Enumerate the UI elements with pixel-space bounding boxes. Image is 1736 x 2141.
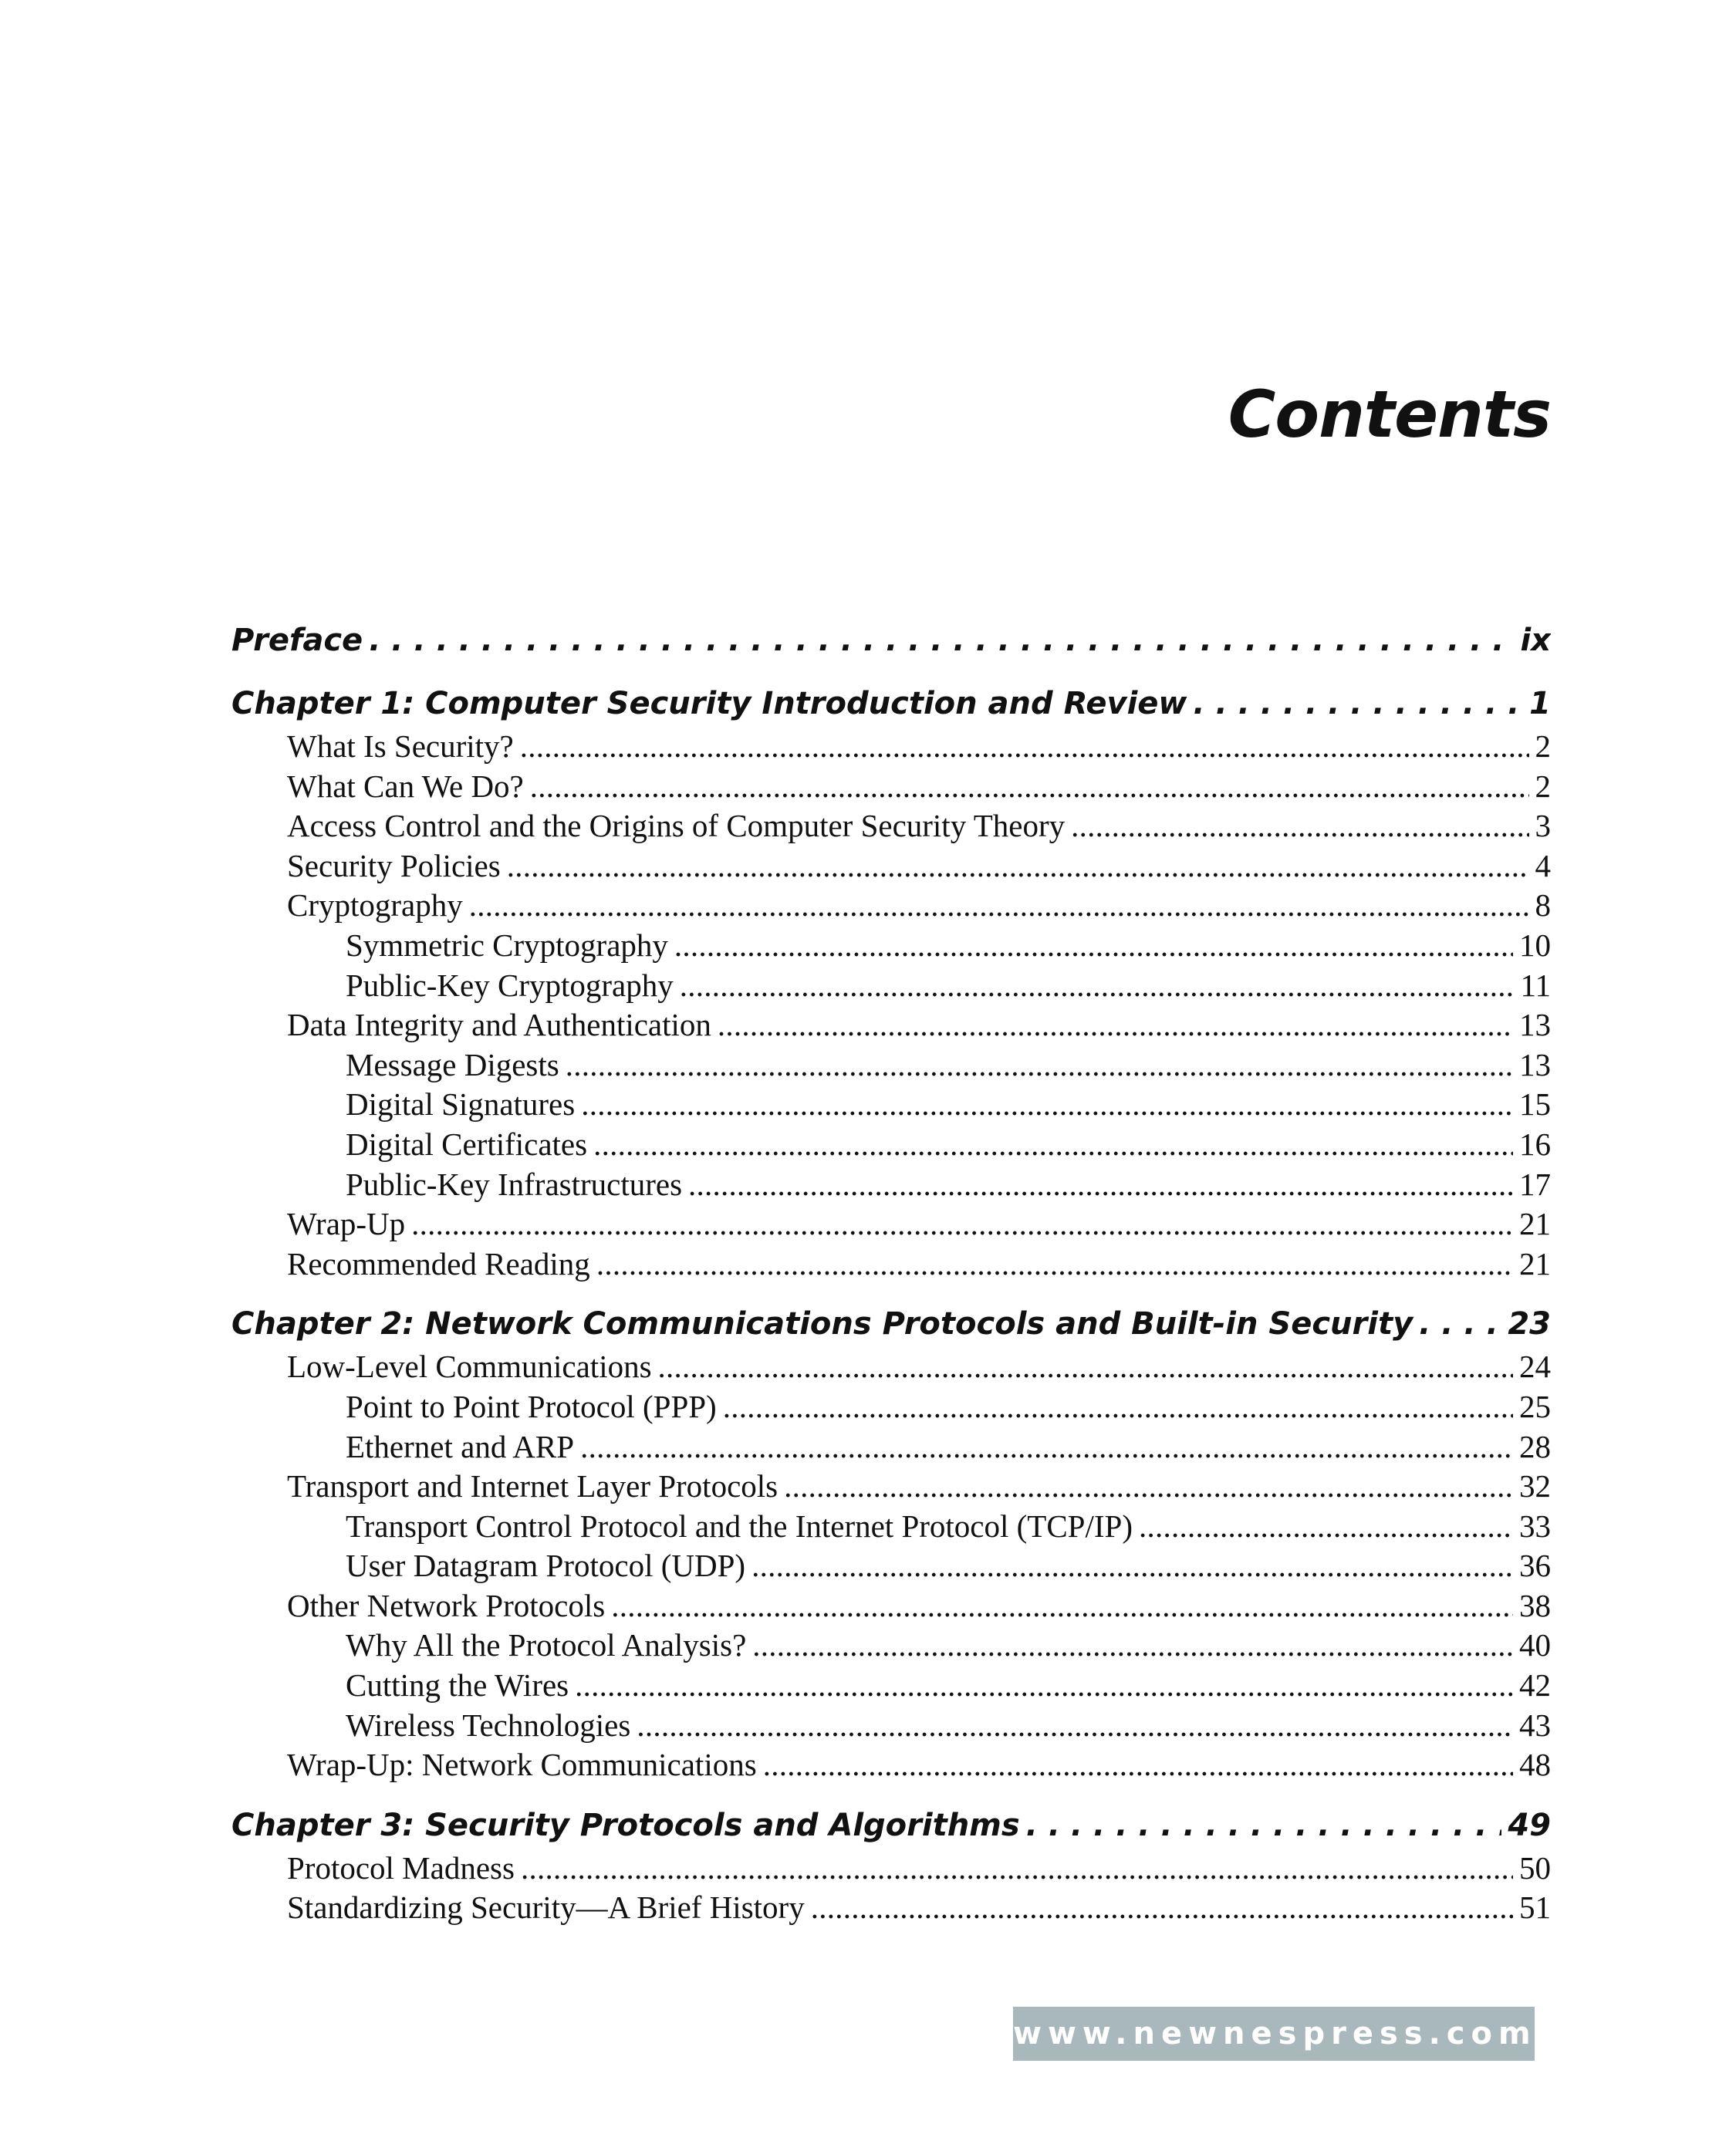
toc-section-entry: [231, 1706, 1551, 1746]
toc-section-entry: [231, 1244, 1551, 1285]
toc-section-entry: [231, 1666, 1551, 1706]
toc-entry-page: 13: [1519, 1046, 1551, 1082]
toc-entry-title: Message Digests: [346, 1046, 559, 1082]
toc-entry-page: 23: [1508, 1306, 1551, 1342]
dot-leader: [680, 966, 1515, 1006]
toc-entry-page: 38: [1519, 1587, 1551, 1623]
dot-leader: [521, 1849, 1513, 1889]
toc-section-entry: [231, 1745, 1551, 1785]
dot-leader: [530, 767, 1529, 807]
toc-entry-page: 2: [1535, 768, 1551, 804]
toc-section-entry: [231, 1085, 1551, 1125]
dot-leader: [593, 1125, 1513, 1165]
toc-section-entry: [231, 1204, 1551, 1244]
toc-chapter-entry: [231, 680, 1551, 727]
toc-entry-title: Chapter 1: Computer Security Introduction and Review: [231, 686, 1187, 721]
toc-section-entry: [231, 1347, 1551, 1387]
dot-leader: [566, 1045, 1513, 1086]
toc-entry-page: 13: [1519, 1007, 1551, 1043]
dot-leader: [658, 1347, 1513, 1387]
toc-chapter-entry: [231, 1301, 1551, 1347]
toc-entry-title: Cryptography: [287, 887, 463, 924]
toc-entry-title: Low-Level Communications: [287, 1349, 652, 1385]
toc-entry-title: Standardizing Security—A Brief History: [287, 1889, 805, 1926]
toc-entry-page: 3: [1535, 808, 1551, 844]
toc-section-entry: [231, 966, 1551, 1006]
toc-entry-title: Cutting the Wires: [346, 1667, 569, 1704]
toc-entry-page: 21: [1519, 1206, 1551, 1242]
toc-entry-title: Wrap-Up: [287, 1206, 406, 1242]
dot-leader: [1026, 1802, 1502, 1849]
toc-entry-title: Transport Control Protocol and the Internet Protocol (TCP/IP): [346, 1508, 1133, 1544]
toc-section-entry: [231, 1546, 1551, 1586]
toc-section-entry: [231, 1849, 1551, 1889]
toc-entry-page: 10: [1519, 927, 1551, 963]
toc-entry-title: Ethernet and ARP: [346, 1428, 575, 1464]
toc-entry-page: 36: [1519, 1548, 1551, 1584]
dot-leader: [751, 1546, 1513, 1586]
dot-leader: [723, 1387, 1513, 1427]
dot-leader: [688, 1165, 1513, 1205]
dot-leader: [520, 727, 1529, 767]
table-of-contents: [231, 617, 1551, 1928]
dot-leader: [637, 1706, 1513, 1746]
dot-leader: [575, 1666, 1513, 1706]
toc-entry-page: 21: [1519, 1245, 1551, 1282]
toc-entry-page: 48: [1519, 1747, 1551, 1783]
publisher-url-banner: www.newnespress.com: [1013, 2007, 1535, 2061]
toc-entry-page: 8: [1535, 887, 1551, 924]
toc-section-entry: [231, 846, 1551, 886]
dot-leader: [752, 1626, 1513, 1666]
toc-entry-title: Point to Point Protocol (PPP): [346, 1388, 717, 1424]
dot-leader: [811, 1888, 1513, 1928]
toc-entry-title: Wireless Technologies: [346, 1707, 631, 1743]
toc-entry-page: 4: [1535, 847, 1551, 883]
toc-entry-page: 32: [1519, 1468, 1551, 1504]
dot-leader: [596, 1244, 1513, 1285]
toc-entry-title: Digital Certificates: [346, 1126, 588, 1162]
toc-entry-page: 24: [1519, 1349, 1551, 1385]
toc-entry-title: User Datagram Protocol (UDP): [346, 1548, 746, 1584]
toc-entry-title: Protocol Madness: [287, 1849, 515, 1886]
dot-leader: [611, 1586, 1513, 1626]
toc-section-entry: [231, 727, 1551, 767]
toc-entry-page: 43: [1519, 1707, 1551, 1743]
toc-entry-title: Public-Key Infrastructures: [346, 1166, 683, 1202]
dot-leader: [763, 1745, 1513, 1785]
toc-entry-page: 16: [1519, 1126, 1551, 1162]
toc-section-entry: [231, 926, 1551, 966]
toc-section-entry: [231, 1387, 1551, 1427]
toc-entry-page: 49: [1508, 1807, 1551, 1843]
toc-entry-page: 11: [1520, 967, 1551, 1003]
dot-leader: [580, 1427, 1513, 1467]
toc-entry-page: 33: [1519, 1508, 1551, 1544]
toc-entry-title: Why All the Protocol Analysis?: [346, 1627, 747, 1663]
toc-entry-page: 51: [1519, 1889, 1551, 1926]
dot-leader: [1193, 680, 1523, 727]
toc-entry-page: 28: [1519, 1428, 1551, 1464]
page-title: Contents: [1228, 377, 1551, 452]
toc-chapter-entry: [231, 1802, 1551, 1849]
toc-section-entry: [231, 1626, 1551, 1666]
toc-entry-title: Security Policies: [287, 847, 501, 883]
toc-section-entry: [231, 1005, 1551, 1045]
dot-leader: [411, 1204, 1513, 1244]
toc-entry-title: Data Integrity and Authentication: [287, 1007, 711, 1043]
dot-leader: [581, 1085, 1513, 1125]
dot-leader: [784, 1467, 1513, 1507]
toc-entry-title: Transport and Internet Layer Protocols: [287, 1468, 778, 1504]
dot-leader: [1071, 806, 1528, 846]
toc-entry-title: Chapter 2: Network Communications Protocols and Built-in Security: [231, 1306, 1413, 1342]
toc-entry-title: Symmetric Cryptography: [346, 927, 668, 963]
toc-section-entry: [231, 1888, 1551, 1928]
toc-section-entry: [231, 1507, 1551, 1547]
toc-chapter-entry: [231, 617, 1551, 664]
dot-leader: [674, 926, 1513, 966]
toc-entry-title: Recommended Reading: [287, 1245, 590, 1282]
toc-section-entry: [231, 1125, 1551, 1165]
dot-leader: [469, 886, 1529, 926]
toc-section-entry: [231, 1467, 1551, 1507]
toc-entry-title: Other Network Protocols: [287, 1587, 606, 1623]
toc-entry-title: Access Control and the Origins of Computer Security Theory: [287, 808, 1066, 844]
toc-section-entry: [231, 886, 1551, 926]
toc-entry-page: 25: [1519, 1388, 1551, 1424]
dot-leader: [718, 1005, 1513, 1045]
dot-leader: [1139, 1507, 1513, 1547]
toc-entry-title: What Is Security?: [287, 728, 514, 764]
dot-leader: [1419, 1301, 1501, 1347]
toc-section-entry: [231, 767, 1551, 807]
toc-entry-title: Digital Signatures: [346, 1086, 576, 1123]
toc-section-entry: [231, 806, 1551, 846]
toc-entry-title: What Can We Do?: [287, 768, 524, 804]
toc-entry-page: 15: [1519, 1086, 1551, 1123]
toc-entry-page: 50: [1519, 1849, 1551, 1886]
toc-entry-page: ix: [1520, 623, 1551, 658]
toc-entry-title: Wrap-Up: Network Communications: [287, 1747, 757, 1783]
dot-leader: [507, 846, 1529, 886]
toc-entry-page: 40: [1519, 1627, 1551, 1663]
toc-entry-title: Chapter 3: Security Protocols and Algorithms: [231, 1807, 1020, 1843]
toc-section-entry: [231, 1427, 1551, 1467]
toc-section-entry: [231, 1045, 1551, 1086]
toc-section-entry: [231, 1586, 1551, 1626]
toc-entry-page: 2: [1535, 728, 1551, 764]
toc-entry-page: 17: [1519, 1166, 1551, 1202]
toc-entry-page: 1: [1529, 686, 1551, 721]
toc-entry-title: Preface: [231, 623, 363, 658]
dot-leader: [369, 617, 1514, 664]
toc-section-entry: [231, 1165, 1551, 1205]
toc-entry-title: Public-Key Cryptography: [346, 967, 674, 1003]
toc-entry-page: 42: [1519, 1667, 1551, 1704]
